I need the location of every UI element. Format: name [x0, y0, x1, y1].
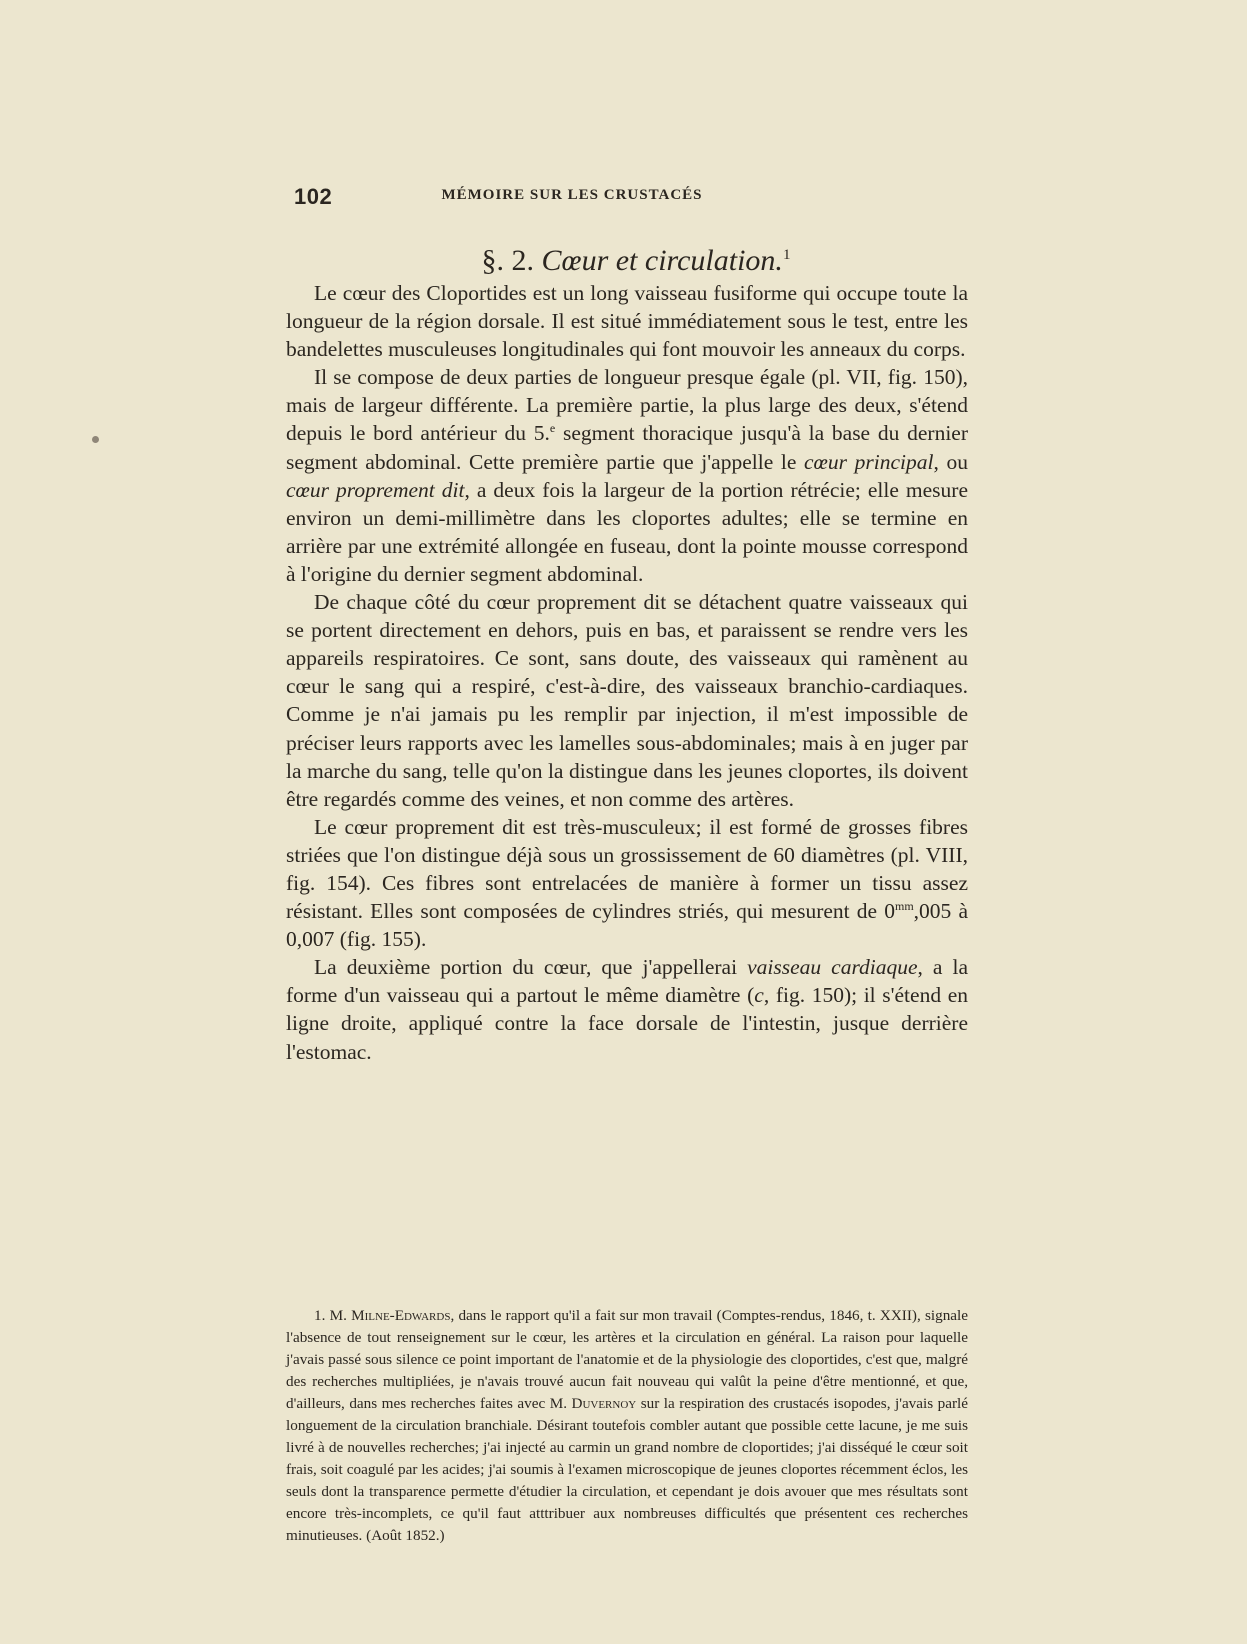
page-header: [294, 184, 850, 208]
footnote: [286, 1305, 968, 1547]
paragraph-2-text-d: , a deux fois la largeur de la portion rétrécie; elle mesure environ un demi-millimètre dans les cloportes adultes; elle se termine en arrière par une extrémité allongée en fuseau, dont la pointe mousse correspond à l'origine du dernier segment abdominal.: [286, 477, 968, 586]
page-number: 102: [294, 184, 333, 209]
footnote-text-b: , dans le rapport qu'il a fait sur mon travail (Comptes-rendus, 1846, t. XXII), signale l'absence de tout renseignement sur le cœur, les artères et la circulation en général. La raison pour laquelle j'avais passé sous silence ce point important de l'anatomie et de la physiologie des cloportides, c'est que, malgré des recherches multipliées, je n'avais trouvé aucun fait nouveau qui valût la peine d'être mentionné, et que, d'ailleurs, dans mes recherches faites avec M.: [286, 1307, 968, 1412]
footnote-ref: 1: [782, 247, 791, 263]
paragraph-2-text-b: segment thoracique jusqu'à la base du dernier segment abdominal. Cette première partie que j'appelle le: [286, 421, 968, 474]
superscript: e: [549, 421, 556, 436]
italic-letter: c: [754, 983, 764, 1008]
italic-term: vaisseau cardiaque: [747, 955, 918, 980]
paragraph-2-text-c: , ou: [933, 449, 968, 474]
paragraph-5: [286, 953, 968, 1065]
paragraph-1-text: Le cœur des Cloportides est un long vaisseau fusiforme qui occupe toute la longueur de la région dorsale. Il est situé immédiatement sous le test, entre les bandelettes musculeuses longitudinales qui font mouvoir les anneaux du corps.: [286, 281, 968, 362]
paragraph-4: [286, 813, 968, 953]
paragraph-5-text-a: La deuxième portion du cœur, que j'appellerai: [314, 955, 748, 980]
body-text: [286, 279, 968, 1066]
paragraph-3-text: De chaque côté du cœur proprement dit se détachent quatre vaisseaux qui se portent directement en dehors, puis en bas, et paraissent se rendre vers les appareils respiratoires. Ce sont, sans doute, des vaisseaux qui ramènent au cœur le sang qui a respiré, c'est-à-dire, des vaisseaux branchio-cardiaques. Comme je n'ai jamais pu les remplir par injection, il m'est impossible de préciser leurs rapports avec les lamelles sous-abdominales; mais à en juger par la marche du sang, telle qu'on la distingue dans les jeunes cloportes, ils doivent être regardés comme des veines, et non comme des artères.: [286, 590, 968, 811]
paragraph-1: [286, 279, 968, 363]
section-heading: [294, 244, 978, 278]
paragraph-4-text-b: ,005 à 0,007 (fig. 155).: [286, 899, 969, 952]
italic-term: cœur proprement dit: [286, 477, 465, 502]
paragraph-4-text-a: Le cœur proprement dit est très-musculeux; il est formé de grosses fibres striées que l'on distingue déjà sous un grossissement de 60 diamètres (pl. VIII, fig. 154). Ces fibres sont entrelacées de manière à former un tissu assez résistant. Elles sont composées de cylindres striés, qui mesurent de 0: [286, 814, 968, 924]
author-name: Milne-Edwards: [351, 1307, 451, 1324]
running-title: MÉMOIRE SUR LES CRUSTACÉS: [441, 187, 703, 203]
italic-term: cœur principal: [804, 449, 934, 474]
paragraph-5-text-c: , fig. 150); il s'étend en ligne droite, appliqué contre la face dorsale de l'intestin, jusque derrière l'estomac.: [286, 983, 968, 1064]
superscript: mm: [895, 898, 914, 913]
paragraph-5-text-b: , a la forme d'un vaisseau qui a partout le même diamètre (: [286, 955, 968, 1008]
footnote-paragraph: [286, 1305, 968, 1547]
footnote-text-a: 1. M.: [314, 1307, 352, 1324]
margin-spot: [92, 436, 99, 443]
section-title: Cœur et circulation.: [541, 244, 783, 277]
section-number: §. 2.: [481, 244, 535, 277]
paragraph-2: [286, 363, 968, 588]
author-name: Duvernoy: [571, 1395, 637, 1412]
paragraph-3: [286, 588, 968, 813]
paragraph-2-text-a: Il se compose de deux parties de longueur presque égale (pl. VII, fig. 150), mais de largeur différente. La première partie, la plus large des deux, s'étend depuis le bord antérieur du 5.: [286, 365, 968, 446]
footnote-text-c: sur la respiration des crustacés isopodes, j'avais parlé longuement de la circulation branchiale. Désirant toutefois combler autant que possible cette lacune, je me suis livré à de nouvelles recherches; j'ai injecté au carmin un grand nombre de cloportides; j'ai disséqué le cœur soit frais, soit coagulé par les acides; j'ai soumis à l'examen microscopique de jeunes cloportes récemment éclos, les seuls dont la transparence permette d'étudier la circulation, et cependant je dois avouer que mes résultats sont encore très-incomplets, ce qu'il faut atttribuer aux nombreuses difficultés que présentent ces recherches minutieuses. (Août 1852.): [286, 1395, 968, 1544]
